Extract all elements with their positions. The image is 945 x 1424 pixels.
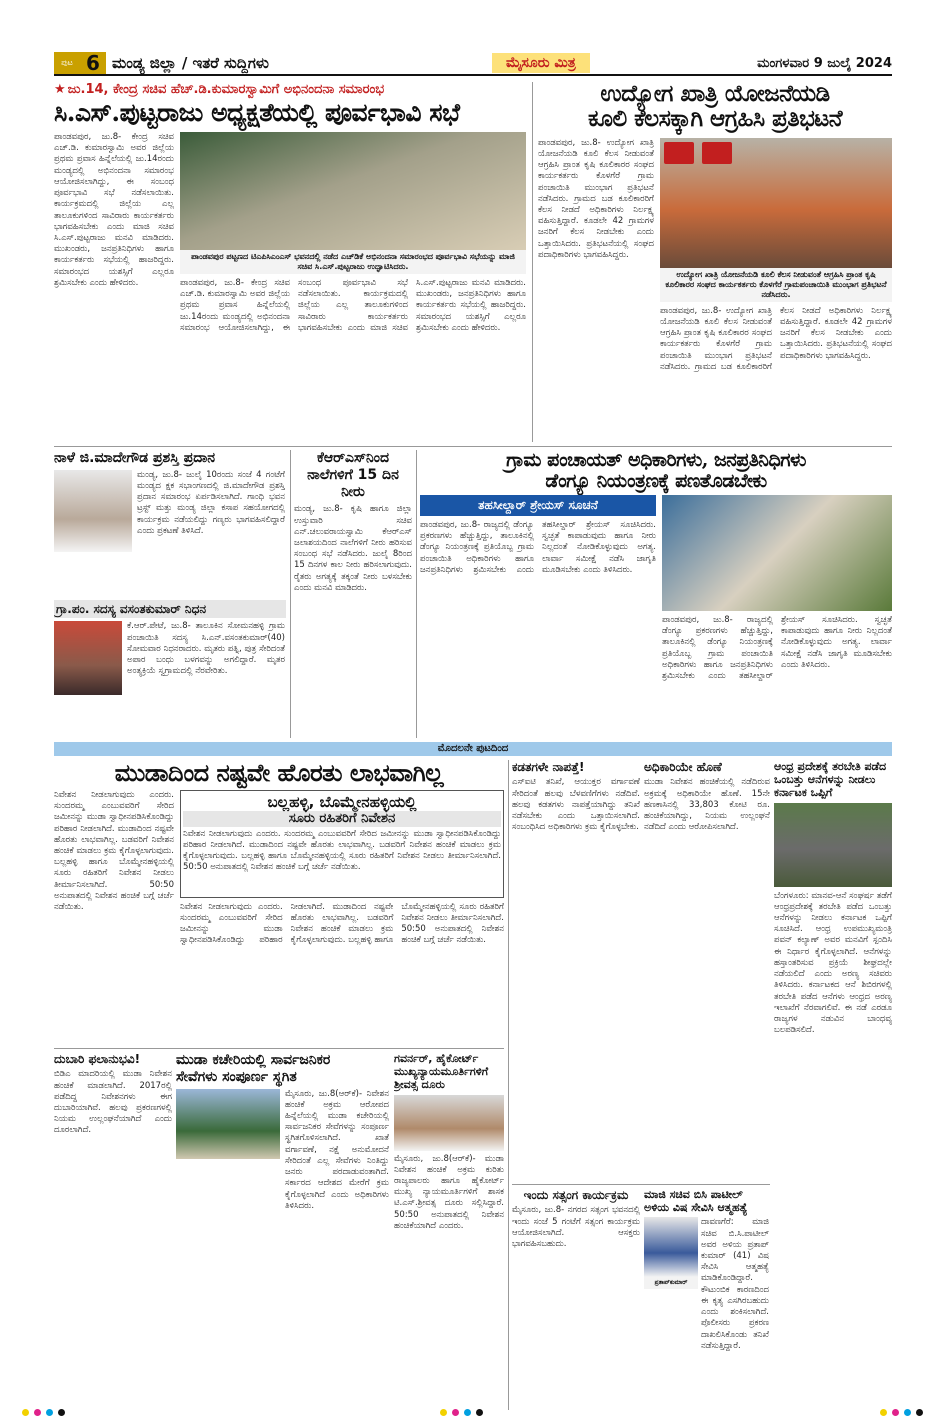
program-story: [512, 1188, 640, 1410]
elephant-body: ಬೆಂಗಳೂರು: ಮಾನವ-ಆನೆ ಸಂಘರ್ಷ ತಡೆಗೆ ಆಂಧ್ರಪ್ರದೇಶಕ್ಕೆ ತರಬೇತಿ ಪಡೆದ ಒಂಬತ್ತು ಆನೆಗಳನ್ನು ನೀಡಲು ಕರ್ನಾಟಕ ಒಪ್ಪಿಗೆ ಸೂಚಿಸಿದೆ. ಆಂಧ್ರ ಉಪಮುಖ್ಯಮಂತ್ರಿ ಪವನ್ ಕಲ್ಯಾಣ್ ಅವರ ಮನವಿಗೆ ಸ್ಪಂದಿಸಿ ಈ ನಿರ್ಧಾರ ಕೈಗೊಳ್ಳಲಾಗಿದೆ. ಆನೆಗಳನ್ನು ಹಸ್ತಾಂತರಿಸುವ ಪ್ರಕ್ರಿಯೆ ಶೀಘ್ರದಲ್ಲೇ ನಡೆಯಲಿದೆ ಎಂದು ಅರಣ್ಯ ಸಚಿವರು ತಿಳಿಸಿದರು. ಕರ್ನಾಟಕದ ಆನೆ ಶಿಬಿರಗಳಲ್ಲಿ ತರಬೇತಿ ಪಡೆದ ಆನೆಗಳು ಆಂಧ್ರದ ಅರಣ್ಯ ಇಲಾಖೆಗೆ ನೆರವಾಗಲಿವೆ. ಈ ನಡೆ ಎರಡೂ ರಾಜ್ಯಗಳ ನಡುವಿನ ಬಾಂಧವ್ಯ ಬಲಪಡಿಸಲಿದೆ.: [774, 890, 892, 1036]
muda-box-body: ನಿವೇಶನ ನೀಡಲಾಗುವುದು ಎಂದರು. ಸುಂದರಮ್ಮ ಎಂಬುವವರಿಗೆ ಸೇರಿದ ಜಮೀನನ್ನು ಮುಡಾ ಸ್ವಾಧೀನಪಡಿಸಿಕೊಂಡಿದ್ದು ಪರಿಹಾರ ನೀಡಲಾಗಿದೆ. ಮುಡಾದಿಂದ ನಷ್ಟವೇ ಹೊರತು ಲಾಭವಾಗಿಲ್ಲ. ಬಡವರಿಗೆ ನಿವೇಶನ ಹಂಚಿಕೆ ಮಾಡಲು ಕ್ರಮ ಕೈಗೊಳ್ಳಲಾಗುವುದು. ಬಲ್ಲಹಳ್ಳಿ ಹಾಗೂ ಬೊಮ್ಮೇನಹಳ್ಳಿಯಲ್ಲಿ ಸೂರು ರಹಿತರಿಗೆ ನಿವೇಶನ ನೀಡಲು ತೀರ್ಮಾನಿಸಲಾಗಿದೆ. 50:50 ಅನುಪಾತದಲ್ಲಿ ನಿವೇಶನ ಹಂಚಿಕೆ ಬಗ್ಗೆ ಚರ್ಚೆ ನಡೆಯಿತು.: [183, 828, 501, 873]
column-divider: [532, 82, 533, 442]
registration-marks-right: [880, 1409, 923, 1416]
dengue-subhead: ತಹಸೀಲ್ದಾರ್ ಶ್ರೇಯಸ್ ಸೂಚನೆ: [420, 495, 656, 516]
award-body: ಮಂಡ್ಯ, ಜು.8- ಜುಲೈ 10ರಂದು ಸಂಜೆ 4 ಗಂಟೆಗೆ ಮಂಡ್ಯದ ಕ್ಷಕ ಸಭಾಂಗಣದಲ್ಲಿ ಜಿ.ಮಾದೇಗೌಡ ಪ್ರಶಸ್ತಿ ಪ್ರದಾನ ಸಮಾರಂಭ ಏರ್ಪಡಿಸಲಾಗಿದೆ. ಗಾಂಧಿ ಭವನ ಟ್ರಸ್ಟ್ ಮತ್ತು ಮಂಡ್ಯ ಜಿಲ್ಲಾ ಕಸಾಪ ಸಹಯೋಗದಲ್ಲಿ ಕಾರ್ಯಕ್ರಮ ನಡೆಯಲಿದ್ದು ಗಣ್ಯರು ಭಾಗವಹಿಸಲಿದ್ದಾರೆ ಎಂದು ಪ್ರಕಟಣೆ ತಿಳಿಸಿದೆ.: [137, 469, 285, 536]
obit-story: [54, 600, 286, 738]
award-portrait: [54, 470, 132, 552]
kadathagale-story: [512, 760, 640, 1180]
governor-story: [394, 1052, 504, 1410]
dot-icon: [892, 1409, 899, 1416]
protest-body: ಪಾಂಡವಪುರ, ಜು.8- ಉದ್ಯೋಗ ಖಾತ್ರಿ ಯೋಜನೆಯಡಿ ಕೂಲಿ ಕೆಲಸ ನೀಡುವಂತೆ ಆಗ್ರಹಿಸಿ ಪ್ರಾಂತ ಕೃಷಿ ಕೂಲಿಕಾರರ ಸಂಘದ ಕಾರ್ಯಕರ್ತರು ಕೊಳಗೆರೆ ಗ್ರಾಮ ಪಂಚಾಯಿತಿ ಮುಂಭಾಗ ಪ್ರತಿಭಟನೆ ನಡೆಸಿದರು. ಗ್ರಾಮದ ಬಡ ಕೂಲಿಕಾರರಿಗೆ ಕೆಲಸ ನೀಡದೆ ಅಧಿಕಾರಿಗಳು ನಿರ್ಲಕ್ಷ್ಯ ವಹಿಸುತ್ತಿದ್ದಾರೆ. ಕೂಡಲೇ 42 ಗ್ರಾಮಗಳ ಜನರಿಗೆ ಕೆಲಸ ನೀಡಬೇಕು ಎಂದು ಒತ್ತಾಯಿಸಿದರು. ಪ್ರತಿಭಟನೆಯಲ್ಲಿ ಸಂಘದ ಪದಾಧಿಕಾರಿಗಳು ಭಾಗವಹಿಸಿದ್ದರು.: [538, 137, 654, 260]
obit-portrait: [54, 621, 122, 695]
flag-icon: [702, 142, 732, 164]
patil-portrait: [644, 1217, 698, 1277]
dot-icon: [46, 1409, 53, 1416]
muda-office-body: ಮೈಸೂರು, ಜು.8(ಆರ್‌ಕೆ)- ನಿವೇಶನ ಹಂಚಿಕೆ ಅಕ್ರಮ ಆರೋಪದ ಹಿನ್ನೆಲೆಯಲ್ಲಿ ಮುಡಾ ಕಚೇರಿಯಲ್ಲಿ ಸಾರ್ವಜನಿಕರ ಸೇವೆಗಳನ್ನು ಸಂಪೂರ್ಣ ಸ್ಥಗಿತಗೊಳಿಸಲಾಗಿದೆ. ಖಾತೆ ವರ್ಗಾವಣೆ, ನಕ್ಷೆ ಅನುಮೋದನೆ ಸೇರಿದಂತೆ ಎಲ್ಲ ಸೇವೆಗಳು ನಿಂತಿದ್ದು ಜನರು ಪರದಾಡುವಂತಾಗಿದೆ. ಸರ್ಕಾರದ ಆದೇಶದ ಮೇರೆಗೆ ಕ್ರಮ ಕೈಗೊಳ್ಳಲಾಗಿದೆ ಎಂದು ಅಧಿಕಾರಿಗಳು ತಿಳಿಸಿದರು.: [285, 1088, 389, 1211]
muda-office-photo: [176, 1089, 280, 1159]
dot-icon: [452, 1409, 459, 1416]
fraud-headline: ದುಬಾರಿ ಫಲಾನುಭವಿ!: [54, 1052, 141, 1066]
kadathagale-body: ಎಸ್‌ಐಟಿ ತನಿಖೆ, ಆಯುಕ್ತರ ವರ್ಗಾವಣೆ ಸೇರಿದಂತೆ ಹಲವು ಬೆಳವಣಿಗೆಗಳು ನಡೆದಿವೆ. ಹಲವು ಕಡತಗಳು ನಾಪತ್ತೆಯಾಗಿದ್ದು ತನಿಖೆ ನಡೆಸಬೇಕು ಎಂದು ಒತ್ತಾಯಿಸಲಾಗಿದೆ. ಸಂಬಂಧಿಸಿದ ಅಧಿಕಾರಿಗಳು ಕ್ರಮ ಕೈಗೊಳ್ಳಬೇಕು.: [512, 777, 640, 833]
dengue-headline-2: ಡೆಂಗ್ಯೂ ನಿಯಂತ್ರಣಕ್ಕೆ ಪಣತೊಡಬೇಕು: [545, 469, 767, 492]
lead-kicker: ಜು.14, ಕೇಂದ್ರ ಸಚಿವ ಹೆಚ್.ಡಿ.ಕುಮಾರಸ್ವಾಮಿಗೆ ಅಭಿನಂದನಾ ಸಮಾರಂಭ: [67, 82, 385, 97]
dot-icon: [904, 1409, 911, 1416]
dot-icon: [440, 1409, 447, 1416]
muda-body-col1: ನಿವೇಶನ ನೀಡಲಾಗುವುದು ಎಂದರು. ಸುಂದರಮ್ಮ ಎಂಬುವವರಿಗೆ ಸೇರಿದ ಜಮೀನನ್ನು ಮುಡಾ ಸ್ವಾಧೀನಪಡಿಸಿಕೊಂಡಿದ್ದು ಪರಿಹಾರ ನೀಡಲಾಗಿದೆ. ಮುಡಾದಿಂದ ನಷ್ಟವೇ ಹೊರತು ಲಾಭವಾಗಿಲ್ಲ. ಬಡವರಿಗೆ ನಿವೇಶನ ಹಂಚಿಕೆ ಮಾಡಲು ಕ್ರಮ ಕೈಗೊಳ್ಳಲಾಗುವುದು. ಬಲ್ಲಹಳ್ಳಿ ಹಾಗೂ ಬೊಮ್ಮೇನಹಳ್ಳಿಯಲ್ಲಿ ಸೂರು ರಹಿತರಿಗೆ ನಿವೇಶನ ನೀಡಲು ತೀರ್ಮಾನಿಸಲಾಗಿದೆ. 50:50 ಅನುಪಾತದಲ್ಲಿ ನಿವೇಶನ ಹಂಚಿಕೆ ಬಗ್ಗೆ ಚರ್ಚೆ ನಡೆಯಿತು.: [54, 789, 174, 913]
officer-story: [644, 760, 770, 1180]
dengue-body: ಪಾಂಡವಪುರ, ಜು.8- ರಾಜ್ಯದಲ್ಲಿ ಡೆಂಗ್ಯೂ ಪ್ರಕರಣಗಳು ಹೆಚ್ಚುತ್ತಿದ್ದು, ತಾಲೂಕಿನಲ್ಲಿ ಡೆಂಗ್ಯೂ ನಿಯಂತ್ರಣಕ್ಕೆ ಪ್ರತಿಯೊಬ್ಬ ಗ್ರಾಮ ಪಂಚಾಯಿತಿ ಅಧಿಕಾರಿಗಳು ಹಾಗೂ ಜನಪ್ರತಿನಿಧಿಗಳು ಶ್ರಮಿಸಬೇಕು ಎಂದು ತಹಸೀಲ್ದಾರ್ ಶ್ರೇಯಸ್ ಸೂಚಿಸಿದರು. ಸ್ವಚ್ಛತೆ ಕಾಪಾಡುವುದು ಹಾಗೂ ನೀರು ನಿಲ್ಲದಂತೆ ನೋಡಿಕೊಳ್ಳುವುದು ಅಗತ್ಯ. ಲಾರ್ವಾ ಸಮೀಕ್ಷೆ ನಡೆಸಿ ಜಾಗೃತಿ ಮೂಡಿಸಬೇಕು ಎಂದು ತಿಳಿಸಿದರು.: [420, 520, 656, 575]
issue-date: ಮಂಗಳವಾರ 9 ಜುಲೈ 2024: [757, 55, 892, 71]
dot-icon: [476, 1409, 483, 1416]
dengue-photo: [662, 495, 892, 611]
elephant-story: [774, 760, 892, 1410]
row-divider: [54, 1048, 504, 1049]
award-story: [54, 450, 286, 598]
water-story: [294, 450, 412, 738]
dengue-headline-1: ಗ್ರಾಮ ಪಂಚಾಯತ್ ಅಧಿಕಾರಿಗಳು, ಜನಪ್ರತಿನಿಧಿಗಳು: [506, 450, 806, 471]
award-headline: ನಾಳೆ ಜಿ.ಮಾದೇಗೌಡ ಪ್ರಶಸ್ತಿ ಪ್ರದಾನ: [54, 450, 216, 466]
obit-headline: ಗ್ರಾ.ಪಂ. ಸದಸ್ಯ ವಸಂತಕುಮಾರ್ ನಿಧನ: [54, 600, 286, 618]
patil-headline: ಮಾಜಿ ಸಚಿವ ಬಿಸಿ ಪಾಟೀಲ್ ಅಳಿಯ ವಿಷ ಸೇವಿಸಿ ಆತ್ಮಹತ್ಯೆ: [644, 1188, 748, 1215]
muda-headline: ಮುಡಾದಿಂದ ನಷ್ಟವೇ ಹೊರತು ಲಾಭವಾಗಿಲ್ಲ: [114, 760, 444, 787]
muda-office-story: [176, 1052, 390, 1410]
protest-photo-caption: ಉದ್ಯೋಗ ಖಾತ್ರಿ ಯೋಜನೆಯಡಿ ಕೂಲಿ ಕೆಲಸ ನೀಡುವಂತೆ ಆಗ್ರಹಿಸಿ ಪ್ರಾಂತ ಕೃಷಿ ಕೂಲಿಕಾರರ ಸಂಘದ ಕಾರ್ಯಕರ್ತರು ಕೊಳಗೆರೆ ಗ್ರಾಮಪಂಚಾಯಿತಿ ಮುಂಭಾಗ ಪ್ರತಿಭಟನೆ ನಡೆಸಿದರು.: [660, 268, 892, 302]
patil-photo-label: ಪ್ರತಾಪ್‌ಕುಮಾರ್: [644, 1277, 698, 1289]
page-label: ಪುಟ: [54, 52, 80, 74]
page-header: [54, 52, 892, 76]
elephant-headline: ಆಂಧ್ರ ಪ್ರದೇಶಕ್ಕೆ ತರಬೇತಿ ಪಡೆದ ಒಂಬತ್ತು ಆನೆಗಳನ್ನು ನೀಡಲು ಕರ್ನಾಟಕ ಒಪ್ಪಿಗೆ: [774, 760, 887, 800]
dengue-story: [420, 450, 892, 738]
muda-office-headline-1: ಮುಡಾ ಕಚೇರಿಯಲ್ಲಿ ಸಾರ್ವಜನಿಕರ: [176, 1052, 331, 1068]
protest-headline-2: ಕೂಲಿ ಕೆಲಸಕ್ಕಾಗಿ ಆಗ್ರಹಿಸಿ ಪ್ರತಿಭಟನೆ: [587, 104, 843, 132]
star-icon: ★: [54, 82, 66, 97]
lead-story: [54, 82, 526, 442]
row-divider: [512, 1184, 770, 1185]
governor-headline: ಗವರ್ನರ್, ಹೈಕೋರ್ಟ್ ಮುಖ್ಯನ್ಯಾಯಮೂರ್ತಿಗಳಿಗೆ ಶ್ರೀವತ್ಸ ದೂರು: [394, 1052, 489, 1092]
continued-strip: ಮೊದಲನೇ ಪುಟದಿಂದ: [54, 742, 892, 756]
dot-icon: [22, 1409, 29, 1416]
program-headline: ಇಂದು ಸತ್ಸಂಗ ಕಾರ್ಯಕ್ರಮ: [523, 1188, 629, 1202]
patil-body: ದಾವಣಗೆರೆ: ಮಾಜಿ ಸಚಿವ ಬಿ.ಸಿ.ಪಾಟೀಲ್ ಅವರ ಅಳಿಯ ಪ್ರತಾಪ್ ಕುಮಾರ್ (41) ವಿಷ ಸೇವಿಸಿ ಆತ್ಮಹತ್ಯೆ ಮಾಡಿಕೊಂಡಿದ್ದಾರೆ. ಕೌಟುಂಬಿಕ ಕಾರಣದಿಂದ ಈ ಕೃತ್ಯ ಎಸಗಿರಬಹುದು ಎಂದು ಶಂಕಿಸಲಾಗಿದೆ. ಪೊಲೀಸರು ಪ್ರಕರಣ ದಾಖಲಿಸಿಕೊಂಡು ತನಿಖೆ ನಡೆಸುತ್ತಿದ್ದಾರೆ.: [701, 1217, 769, 1351]
muda-story: [54, 760, 504, 1044]
masthead-logo: ಮೈಸೂರು ಮಿತ್ರ: [492, 53, 590, 73]
lead-headline: ಸಿ.ಎಸ್.ಪುಟ್ಟರಾಜು ಅಧ್ಯಕ್ಷತೆಯಲ್ಲಿ ಪೂರ್ವಭಾವಿ ಸಭೆ: [54, 98, 460, 127]
muda-box-headline-1: ಬಲ್ಲಹಳ್ಳಿ, ಬೊಮ್ಮೇನಹಳ್ಳಿಯಲ್ಲಿ: [267, 792, 417, 811]
dot-icon: [58, 1409, 65, 1416]
patil-story: [644, 1188, 770, 1410]
dot-icon: [916, 1409, 923, 1416]
registration-marks-center: [440, 1409, 483, 1416]
protest-story: [538, 82, 892, 442]
column-divider: [290, 450, 291, 738]
governor-portrait: [394, 1095, 504, 1151]
dengue-body-2: ಪಾಂಡವಪುರ, ಜು.8- ರಾಜ್ಯದಲ್ಲಿ ಡೆಂಗ್ಯೂ ಪ್ರಕರಣಗಳು ಹೆಚ್ಚುತ್ತಿದ್ದು, ತಾಲೂಕಿನಲ್ಲಿ ಡೆಂಗ್ಯೂ ನಿಯಂತ್ರಣಕ್ಕೆ ಪ್ರತಿಯೊಬ್ಬ ಗ್ರಾಮ ಪಂಚಾಯಿತಿ ಅಧಿಕಾರಿಗಳು ಹಾಗೂ ಜನಪ್ರತಿನಿಧಿಗಳು ಶ್ರಮಿಸಬೇಕು ಎಂದು ತಹಸೀಲ್ದಾರ್ ಶ್ರೇಯಸ್ ಸೂಚಿಸಿದರು. ಸ್ವಚ್ಛತೆ ಕಾಪಾಡುವುದು ಹಾಗೂ ನೀರು ನಿಲ್ಲದಂತೆ ನೋಡಿಕೊಳ್ಳುವುದು ಅಗತ್ಯ. ಲಾರ್ವಾ ಸಮೀಕ್ಷೆ ನಡೆಸಿ ಜಾಗೃತಿ ಮೂಡಿಸಬೇಕು ಎಂದು ತಿಳಿಸಿದರು.: [662, 615, 892, 682]
dot-icon: [464, 1409, 471, 1416]
lead-body-col1: ಪಾಂಡವಪುರ, ಜು.8- ಕೇಂದ್ರ ಸಚಿವ ಎಚ್.ಡಿ. ಕುಮಾರಸ್ವಾಮಿ ಅವರ ಜಿಲ್ಲೆಯ ಪ್ರಥಮ ಪ್ರವಾಸ ಹಿನ್ನೆಲೆಯಲ್ಲಿ ಜು.14ರಂದು ಮಂಡ್ಯದಲ್ಲಿ ಅಭಿನಂದನಾ ಸಮಾರಂಭ ಆಯೋಜಿಸಲಾಗಿದ್ದು, ಈ ಸಂಬಂಧ ಪೂರ್ವಭಾವಿ ಸಭೆ ನಡೆಸಲಾಯಿತು. ಕಾರ್ಯಕ್ರಮದಲ್ಲಿ ಜಿಲ್ಲೆಯ ಎಲ್ಲ ತಾಲೂಕುಗಳಿಂದ ಸಾವಿರಾರು ಕಾರ್ಯಕರ್ತರು ಭಾಗವಹಿಸಬೇಕು ಎಂದು ಮಾಜಿ ಸಚಿವ ಸಿ.ಎಸ್.ಪುಟ್ಟರಾಜು ಮನವಿ ಮಾಡಿದರು. ಮುಖಂಡರು, ಜನಪ್ರತಿನಿಧಿಗಳು ಹಾಗೂ ಕಾರ್ಯಕರ್ತರು ಸಭೆಯಲ್ಲಿ ಹಾಜರಿದ್ದರು. ಸಮಾರಂಭದ ಯಶಸ್ಸಿಗೆ ಎಲ್ಲರೂ ಶ್ರಮಿಸಬೇಕು ಎಂದು ಹೇಳಿದರು.: [54, 132, 174, 288]
registration-marks-left: [22, 1409, 65, 1416]
muda-body-col2: ನಿವೇಶನ ನೀಡಲಾಗುವುದು ಎಂದರು. ಸುಂದರಮ್ಮ ಎಂಬುವವರಿಗೆ ಸೇರಿದ ಜಮೀನನ್ನು ಮುಡಾ ಸ್ವಾಧೀನಪಡಿಸಿಕೊಂಡಿದ್ದು ಪರಿಹಾರ ನೀಡಲಾಗಿದೆ. ಮುಡಾದಿಂದ ನಷ್ಟವೇ ಹೊರತು ಲಾಭವಾಗಿಲ್ಲ. ಬಡವರಿಗೆ ನಿವೇಶನ ಹಂಚಿಕೆ ಮಾಡಲು ಕ್ರಮ ಕೈಗೊಳ್ಳಲಾಗುವುದು. ಬಲ್ಲಹಳ್ಳಿ ಹಾಗೂ ಬೊಮ್ಮೇನಹಳ್ಳಿಯಲ್ಲಿ ಸೂರು ರಹಿತರಿಗೆ ನಿವೇಶನ ನೀಡಲು ತೀರ್ಮಾನಿಸಲಾಗಿದೆ. 50:50 ಅನುಪಾತದಲ್ಲಿ ನಿವೇಶನ ಹಂಚಿಕೆ ಬಗ್ಗೆ ಚರ್ಚೆ ನಡೆಯಿತು.: [180, 901, 504, 946]
protest-body-2: ಪಾಂಡವಪುರ, ಜು.8- ಉದ್ಯೋಗ ಖಾತ್ರಿ ಯೋಜನೆಯಡಿ ಕೂಲಿ ಕೆಲಸ ನೀಡುವಂತೆ ಆಗ್ರಹಿಸಿ ಪ್ರಾಂತ ಕೃಷಿ ಕೂಲಿಕಾರರ ಸಂಘದ ಕಾರ್ಯಕರ್ತರು ಕೊಳಗೆರೆ ಗ್ರಾಮ ಪಂಚಾಯಿತಿ ಮುಂಭಾಗ ಪ್ರತಿಭಟನೆ ನಡೆಸಿದರು. ಗ್ರಾಮದ ಬಡ ಕೂಲಿಕಾರರಿಗೆ ಕೆಲಸ ನೀಡದೆ ಅಧಿಕಾರಿಗಳು ನಿರ್ಲಕ್ಷ್ಯ ವಹಿಸುತ್ತಿದ್ದಾರೆ. ಕೂಡಲೇ 42 ಗ್ರಾಮಗಳ ಜನರಿಗೆ ಕೆಲಸ ನೀಡಬೇಕು ಎಂದು ಒತ್ತಾಯಿಸಿದರು. ಪ್ರತಿಭಟನೆಯಲ್ಲಿ ಸಂಘದ ಪದಾಧಿಕಾರಿಗಳು ಭಾಗವಹಿಸಿದ್ದರು.: [660, 305, 892, 372]
protest-headline-1: ಉದ್ಯೋಗ ಖಾತ್ರಿ ಯೋಜನೆಯಡಿ: [600, 82, 830, 107]
section-title: ಮಂಡ್ಯ ಜಿಲ್ಲಾ / ಇತರೆ ಸುದ್ದಿಗಳು: [112, 54, 269, 72]
officer-body: ಮುಡಾ ನಿವೇಶನ ಹಂಚಿಕೆಯಲ್ಲಿ ನಡೆದಿರುವ ಅಕ್ರಮಕ್ಕೆ ಅಧಿಕಾರಿಯೇ ಹೊಣೆ. 15ನೇ ಹಣಕಾಸಿನಲ್ಲಿ 33,803 ಕೋಟಿ ರೂ. ಹಂಚಿಕೆಯಾಗಿದ್ದು, ನಿಯಮ ಉಲ್ಲಂಘನೆ ನಡೆದಿದೆ ಎಂದು ಆರೋಪಿಸಲಾಗಿದೆ.: [644, 777, 770, 833]
program-body: ಮೈಸೂರು, ಜು.8- ನಗರದ ಸತ್ಸಂಗ ಭವನದಲ್ಲಿ ಇಂದು ಸಂಜೆ 5 ಗಂಟೆಗೆ ಸತ್ಸಂಗ ಕಾರ್ಯಕ್ರಮ ಆಯೋಜಿಸಲಾಗಿದೆ. ಆಸಕ್ತರು ಭಾಗವಹಿಸಬಹುದು.: [512, 1205, 640, 1250]
column-divider: [508, 760, 509, 1410]
protest-photo: [660, 138, 892, 268]
kadathagale-headline: ಕಡತಗಳೇ ನಾಪತ್ತೆ!: [512, 760, 585, 774]
muda-box-headline-2: ಸೂರು ರಹಿತರಿಗೆ ನಿವೇಶನ: [183, 811, 501, 827]
flag-icon: [664, 142, 694, 164]
water-headline: ಕೆಆರ್‌ಎಸ್‌ನಿಂದ ನಾಲೆಗಳಿಗೆ 15 ದಿನ ನೀರು: [307, 450, 399, 500]
dot-icon: [880, 1409, 887, 1416]
officer-headline: ಅಧಿಕಾರಿಯೇ ಹೊಣೆ: [644, 760, 722, 774]
obit-body: ಕೆ.ಆರ್.ಪೇಟೆ, ಜು.8- ತಾಲೂಕಿನ ಸೋಮನಹಳ್ಳಿ ಗ್ರಾಮ ಪಂಚಾಯಿತಿ ಸದಸ್ಯ ಸಿ.ಎನ್.ವಸಂತಕುಮಾರ್(40) ಸೋಮವಾರ ನಿಧನರಾದರು. ಮೃತರು ಪತ್ನಿ, ಪುತ್ರ ಸೇರಿದಂತೆ ಅಪಾರ ಬಂಧು ಬಳಗವನ್ನು ಅಗಲಿದ್ದಾರೆ. ಮೃತರ ಅಂತ್ಯಕ್ರಿಯೆ ಸ್ವಗ್ರಾಮದಲ್ಲಿ ನೆರವೇರಿತು.: [127, 621, 285, 677]
page-number: 6: [80, 52, 106, 74]
governor-body: ಮೈಸೂರು, ಜು.8(ಆರ್‌ಕೆ)- ಮುಡಾ ನಿವೇಶನ ಹಂಚಿಕೆ ಅಕ್ರಮ ಕುರಿತು ರಾಜ್ಯಪಾಲರು ಹಾಗೂ ಹೈಕೋರ್ಟ್ ಮುಖ್ಯ ನ್ಯಾಯಮೂರ್ತಿಗಳಿಗೆ ಶಾಸಕ ಟಿ.ಎಸ್.ಶ್ರೀವತ್ಸ ದೂರು ಸಲ್ಲಿಸಿದ್ದಾರೆ. 50:50 ಅನುಪಾತದಲ್ಲಿ ನಿವೇಶನ ಹಂಚಿಕೆಯಾಗಿದೆ ಎಂದರು.: [394, 1153, 504, 1231]
lead-photo: [180, 132, 526, 250]
elephant-photo: [774, 803, 892, 887]
column-divider: [416, 450, 417, 738]
lead-photo-caption: ಪಾಂಡವಪುರ ಪಟ್ಟಣದ ಟಿಎಪಿಸಿಎಂಎಸ್ ಭವನದಲ್ಲಿ ನಡೆದ ಎಚ್‌ಡಿಕೆ ಅಭಿನಂದನಾ ಸಮಾರಂಭದ ಪೂರ್ವಭಾವಿ ಸಭೆಯನ್ನು ಮಾಜಿ ಸಚಿವ ಸಿ.ಎಸ್.ಪುಟ್ಟರಾಜು ಉದ್ಘಾಟಿಸಿದರು.: [180, 250, 526, 274]
muda-office-headline-2: ಸೇವೆಗಳು ಸಂಪೂರ್ಣ ಸ್ಥಗಿತ: [176, 1068, 297, 1085]
lead-body-col2: ಪಾಂಡವಪುರ, ಜು.8- ಕೇಂದ್ರ ಸಚಿವ ಎಚ್.ಡಿ. ಕುಮಾರಸ್ವಾಮಿ ಅವರ ಜಿಲ್ಲೆಯ ಪ್ರಥಮ ಪ್ರವಾಸ ಹಿನ್ನೆಲೆಯಲ್ಲಿ ಜು.14ರಂದು ಮಂಡ್ಯದಲ್ಲಿ ಅಭಿನಂದನಾ ಸಮಾರಂಭ ಆಯೋಜಿಸಲಾಗಿದ್ದು, ಈ ಸಂಬಂಧ ಪೂರ್ವಭಾವಿ ಸಭೆ ನಡೆಸಲಾಯಿತು. ಕಾರ್ಯಕ್ರಮದಲ್ಲಿ ಜಿಲ್ಲೆಯ ಎಲ್ಲ ತಾಲೂಕುಗಳಿಂದ ಸಾವಿರಾರು ಕಾರ್ಯಕರ್ತರು ಭಾಗವಹಿಸಬೇಕು ಎಂದು ಮಾಜಿ ಸಚಿವ ಸಿ.ಎಸ್.ಪುಟ್ಟರಾಜು ಮನವಿ ಮಾಡಿದರು. ಮುಖಂಡರು, ಜನಪ್ರತಿನಿಧಿಗಳು ಹಾಗೂ ಕಾರ್ಯಕರ್ತರು ಸಭೆಯಲ್ಲಿ ಹಾಜರಿದ್ದರು. ಸಮಾರಂಭದ ಯಶಸ್ಸಿಗೆ ಎಲ್ಲರೂ ಶ್ರಮಿಸಬೇಕು ಎಂದು ಹೇಳಿದರು.: [180, 278, 526, 333]
fraud-story: [54, 1052, 172, 1410]
water-body: ಮಂಡ್ಯ, ಜು.8- ಕೃಷಿ ಹಾಗೂ ಜಿಲ್ಲಾ ಉಸ್ತುವಾರಿ ಸಚಿವ ಎನ್.ಚಲುವರಾಯಸ್ವಾಮಿ ಕೆಆರ್‌ಎಸ್ ಜಲಾಶಯದಿಂದ ನಾಲೆಗಳಿಗೆ ನೀರು ಹರಿಸುವ ಸಂಬಂಧ ಸಭೆ ನಡೆಸಿದರು. ಜುಲೈ 8ರಿಂದ 15 ದಿನಗಳ ಕಾಲ ನೀರು ಹರಿಸಲಾಗುವುದು. ರೈತರು ಅಗತ್ಯಕ್ಕೆ ತಕ್ಕಂತೆ ನೀರು ಬಳಸಬೇಕು ಎಂದು ಮನವಿ ಮಾಡಿದರು.: [294, 504, 412, 593]
row-divider: [54, 446, 892, 447]
dot-icon: [34, 1409, 41, 1416]
fraud-body: ಬಿಡಿಎ ಮಾದರಿಯಲ್ಲಿ ಮುಡಾ ನಿವೇಶನ ಹಂಚಿಕೆ ಮಾಡಲಾಗಿದೆ. 2017ರಲ್ಲಿ ಪಡೆದಿದ್ದ ನಿವೇಶನಗಳು ಈಗ ದುಬಾರಿಯಾಗಿವೆ. ಹಲವು ಪ್ರಕರಣಗಳಲ್ಲಿ ನಿಯಮ ಉಲ್ಲಂಘನೆಯಾಗಿದೆ ಎಂದು ದೂರಲಾಗಿದೆ.: [54, 1069, 172, 1136]
